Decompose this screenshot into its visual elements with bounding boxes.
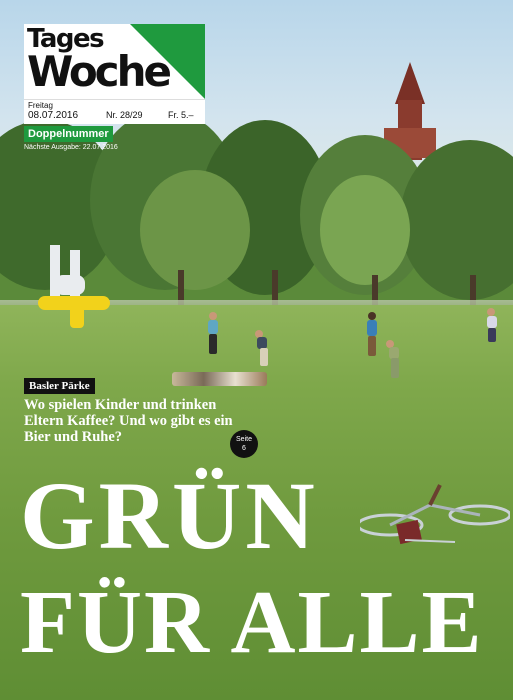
- teaser-kicker: Basler Pärke: [24, 378, 95, 394]
- cover-headline-line2[interactable]: FÜR ALLE: [20, 573, 484, 672]
- logo-woche: Woche: [27, 47, 169, 96]
- issue-price: Fr. 5.–: [168, 110, 194, 120]
- issue-number: Nr. 28/29: [106, 110, 143, 120]
- logo-tages: Tages: [27, 24, 104, 54]
- page-reference-badge[interactable]: [230, 430, 258, 458]
- page-label: Seite: [236, 436, 252, 443]
- church-spire: [395, 62, 425, 104]
- tree: [140, 170, 250, 290]
- cover-headline-line1[interactable]: GRÜN: [20, 462, 319, 569]
- next-issue-note: Nächste Ausgabe: 22.07.2016: [24, 144, 118, 151]
- issue-day: Freitag: [28, 101, 53, 110]
- issue-date: 08.07.2016: [28, 110, 79, 121]
- double-issue-badge: Doppelnummer: [24, 126, 113, 142]
- sculpture-yellow: [70, 306, 84, 328]
- bicycle: [360, 480, 510, 560]
- masthead: [24, 24, 205, 151]
- page-number: 6: [242, 445, 246, 452]
- tree: [320, 175, 410, 285]
- sculpture: [55, 275, 85, 295]
- picnic-items: [172, 372, 267, 386]
- teaser-text[interactable]: Wo spielen Kinder und trinken Eltern Kaffee? Und wo gibt es ein Bier und Ruhe?: [24, 397, 233, 445]
- issue-info: [24, 99, 205, 124]
- tageswoche-logo[interactable]: [24, 24, 205, 99]
